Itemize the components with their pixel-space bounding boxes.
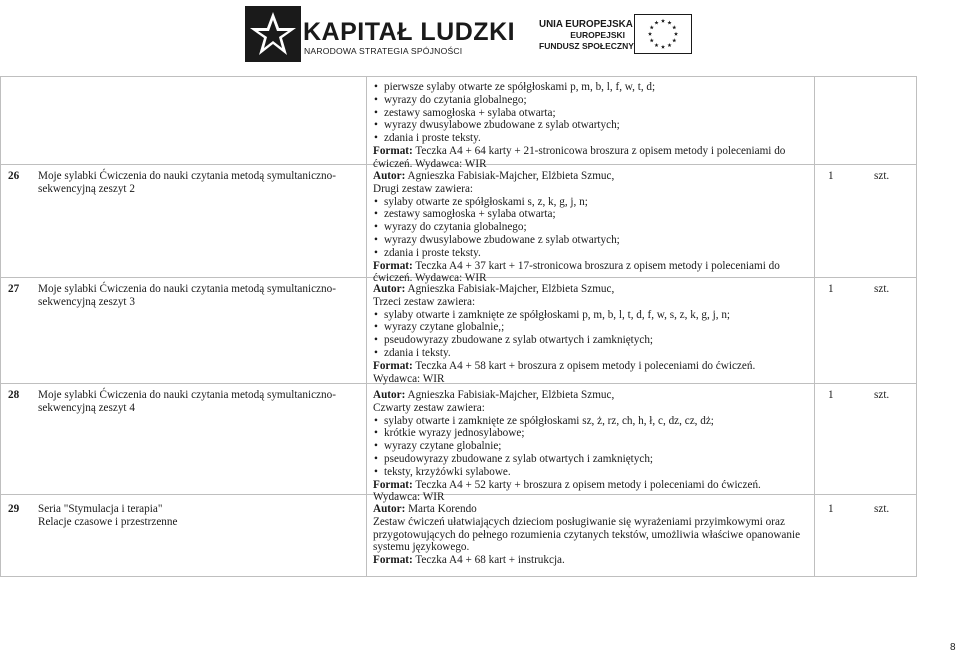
eu-flag-icon	[634, 14, 692, 54]
list-item: • wyrazy czytane globalnie;	[373, 440, 761, 453]
list-item: • zdania i teksty.	[373, 347, 755, 360]
author-name: Agnieszka Fabisiak-Majcher, Elżbieta Szmuc,	[405, 389, 615, 401]
product-name	[38, 283, 336, 309]
author-line	[373, 170, 780, 183]
format-line-2: Wydawca: WIR	[373, 491, 445, 504]
product-name-line: sekwencyjną zeszyt 3	[38, 295, 135, 308]
author-name: Marta Korendo	[405, 503, 477, 515]
list-item: • sylaby otwarte i zamknięte ze spółgłoskami sz, ż, rz, ch, h, ł, c, dz, cz, dż;	[373, 415, 761, 428]
quantity: 1	[828, 283, 834, 295]
product-name-line: Relacje czasowe i przestrzenne	[38, 515, 178, 528]
list-item: • zdania i proste teksty.	[373, 132, 785, 145]
unit: szt.	[874, 503, 890, 515]
list-item: • zdania i proste teksty.	[373, 247, 780, 260]
kl-title: KAPITAŁ LUDZKI	[303, 18, 516, 46]
author-line	[373, 503, 800, 516]
list-item: • sylaby otwarte i zamknięte ze spółgłoskami p, m, b, l, t, d, f, w, s, z, k, g, j, n;	[373, 309, 755, 322]
author-label: Autor:	[373, 170, 406, 182]
eu-line-3: FUNDUSZ SPOŁECZNY	[539, 41, 634, 51]
row-number: 26	[8, 170, 20, 182]
author-line	[373, 389, 761, 402]
eu-line-1: UNIA EUROPEJSKA	[539, 19, 633, 30]
list-item: • pierwsze sylaby otwarte ze spółgłoskami p, m, b, l, f, w, t, d;	[373, 81, 785, 94]
list-item: • wyrazy czytane globalnie,;	[373, 321, 755, 334]
list-item: • wyrazy dwusylabowe zbudowane z sylab otwartych;	[373, 119, 785, 132]
description-line: systemu językowego.	[373, 541, 470, 554]
list-item: • krótkie wyrazy jednosylabowe;	[373, 427, 761, 440]
format-line-2: Wydawca: WIR	[373, 372, 445, 385]
format-line-2: ćwiczeń. Wydawca: WIR	[373, 157, 487, 170]
page-number: 8	[950, 642, 956, 653]
list-item: • pseudowyrazy zbudowane z sylab otwartych i zamkniętych;	[373, 453, 761, 466]
format-text: Teczka A4 + 58 kart + broszura z opisem metody i poleceniami do ćwiczeń.	[412, 359, 756, 372]
format-line	[373, 260, 780, 273]
col-divider-2	[814, 77, 815, 576]
description-line: przygotowujących do pełnego rozumienia czytanych tekstów, umożliwia właściwe opanowanie	[373, 528, 801, 541]
set-intro: Czwarty zestaw zawiera:	[373, 401, 485, 414]
product-name-line: Moje sylabki Ćwiczenia do nauki czytania metodą symultaniczno-	[38, 389, 336, 401]
continuation-description	[373, 81, 785, 171]
col-divider-1	[366, 77, 367, 576]
product-name-line: Seria "Stymulacja i terapia"	[38, 503, 163, 515]
eu-text	[539, 19, 634, 52]
page-header	[0, 0, 960, 76]
format-label: Format:	[373, 554, 413, 567]
list-item: • teksty, krzyżówki sylabowe.	[373, 466, 761, 479]
format-text: Teczka A4 + 64 karty + 21-stronicowa broszura z opisem metody i poleceniami do	[412, 144, 786, 157]
format-line	[373, 554, 800, 567]
list-item: • zestawy samogłoska + sylaba otwarta;	[373, 208, 780, 221]
quantity: 1	[828, 503, 834, 515]
product-name	[38, 170, 336, 196]
product-description	[373, 503, 800, 567]
list-item: • pseudowyrazy zbudowane z sylab otwartych i zamkniętych;	[373, 334, 755, 347]
product-name-line: Moje sylabki Ćwiczenia do nauki czytania metodą symultaniczno-	[38, 170, 336, 182]
format-text: Teczka A4 + 68 kart + instrukcja.	[412, 554, 565, 567]
set-intro: Trzeci zestaw zawiera:	[373, 295, 476, 308]
quantity: 1	[828, 389, 834, 401]
set-intro: Drugi zestaw zawiera:	[373, 182, 474, 195]
format-line	[373, 360, 755, 373]
format-text: Teczka A4 + 37 kart + 17-stronicowa broszura z opisem metody i poleceniami do	[412, 259, 780, 272]
row-number: 28	[8, 389, 20, 401]
format-text: Teczka A4 + 52 karty + broszura z opisem metody i poleceniami do ćwiczeń.	[412, 478, 761, 491]
product-description	[373, 283, 755, 385]
unit: szt.	[874, 170, 890, 182]
author-label: Autor:	[373, 389, 406, 401]
quantity: 1	[828, 170, 834, 182]
list-item: • wyrazy dwusylabowe zbudowane z sylab otwartych;	[373, 234, 780, 247]
format-label: Format:	[373, 259, 413, 272]
unit: szt.	[874, 389, 890, 401]
list-item: • sylaby otwarte ze spółgłoskami s, z, k, g, j, n;	[373, 196, 780, 209]
row-number: 27	[8, 283, 20, 295]
kapital-ludzki-logo-icon	[243, 4, 303, 64]
format-line	[373, 145, 785, 158]
format-label: Format:	[373, 359, 413, 372]
list-item: • wyrazy do czytania globalnego;	[373, 221, 780, 234]
product-name	[38, 503, 177, 529]
author-name: Agnieszka Fabisiak-Majcher, Elżbieta Szmuc,	[405, 283, 615, 295]
author-label: Autor:	[373, 283, 406, 295]
product-name	[38, 389, 336, 415]
list-item: • wyrazy do czytania globalnego;	[373, 94, 785, 107]
author-label: Autor:	[373, 503, 406, 515]
author-line	[373, 283, 755, 296]
format-line	[373, 479, 761, 492]
product-name-line: sekwencyjną zeszyt 4	[38, 401, 135, 414]
product-description	[373, 389, 761, 504]
description-line: Zestaw ćwiczeń ułatwiających dzieciom posługiwanie się wyrażeniami przyimkowymi oraz	[373, 515, 785, 528]
unit: szt.	[874, 283, 890, 295]
eu-line-2: EUROPEJSKI	[570, 30, 625, 40]
list-item: • zestawy samogłoska + sylaba otwarta;	[373, 107, 785, 120]
format-label: Format:	[373, 478, 413, 491]
author-name: Agnieszka Fabisiak-Majcher, Elżbieta Szmuc,	[405, 170, 615, 182]
product-description	[373, 170, 780, 285]
product-name-line: sekwencyjną zeszyt 2	[38, 182, 135, 195]
kl-subtitle: NARODOWA STRATEGIA SPÓJNOŚCI	[304, 46, 463, 56]
row-number: 29	[8, 503, 20, 515]
format-label: Format:	[373, 144, 413, 157]
product-name-line: Moje sylabki Ćwiczenia do nauki czytania metodą symultaniczno-	[38, 283, 336, 295]
format-line-2: ćwiczeń. Wydawca: WIR	[373, 272, 487, 285]
